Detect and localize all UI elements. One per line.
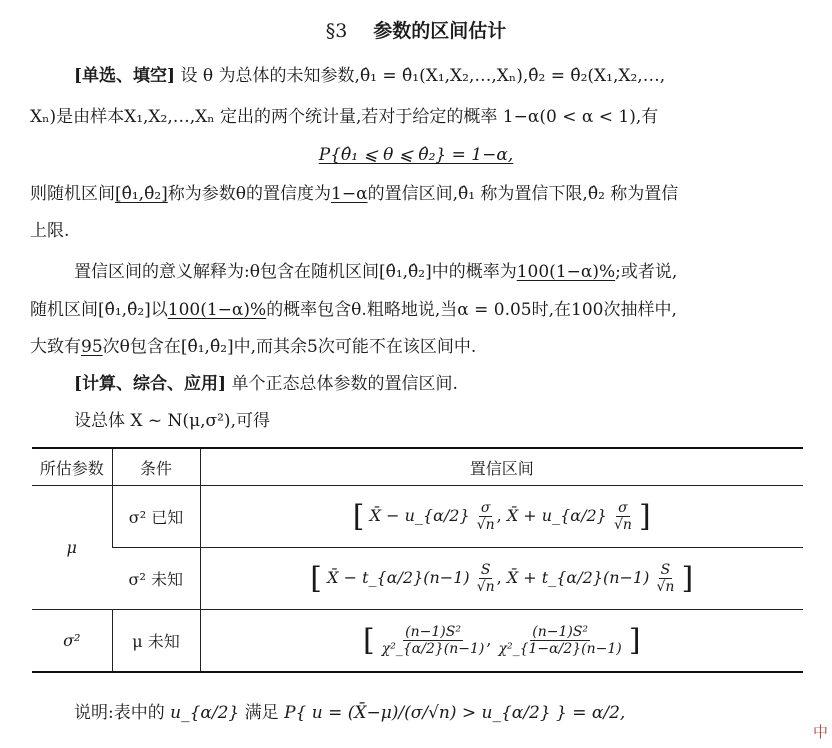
blank-confidence: 1−α (331, 184, 368, 204)
para3-line2: 设总体 X ~ N(μ,σ²),可得 (74, 411, 270, 431)
section-heading: 参数的区间估计 (373, 20, 507, 42)
ci1-num-dup: σ (618, 500, 628, 516)
blank-interval: [θ̂₁,θ̂₂] (115, 184, 168, 204)
para2-line3: 大致有95次θ包含在[θ̂₁,θ̂₂]中,而其余5次可能不在该区间中. (30, 337, 477, 357)
tag-single-fill: [单选、填空] (74, 66, 176, 86)
ci2-den-dup: √n (656, 579, 675, 595)
ci1-den-dup: √n (613, 517, 632, 533)
confidence-formula: P{θ̂₁ ⩽ θ ⩽ θ̂₂} = 1−α, (318, 145, 514, 165)
para1-line1-text: 设 θ 为总体的未知参数,θ̂₁ = θ̂₁(X₁,X₂,…,Xₙ),θ̂₂ = θ̂₂(X₁,X₂,…, (180, 66, 666, 86)
blank-count: 95 (81, 337, 103, 357)
tag-compute-apply: [计算、综合、应用] (74, 374, 227, 394)
header-param: 所估参数 (32, 448, 112, 486)
section-title (0, 16, 832, 43)
ci3-num-dup: (n−1)S² (532, 623, 589, 640)
corner-mark: 中 (812, 723, 828, 741)
ci2-num-dup: S (660, 562, 671, 578)
table-row (32, 610, 803, 672)
para2-line1: 置信区间的意义解释为:θ包含在随机区间[θ̂₁,θ̂₂]中的概率为100(1−α)%;或者说, (74, 262, 678, 282)
ci-sigma-mu-unknown: [ $\frac{\text{(n−1)S²}}{\text{χ²\_\{α/2\}(n−1)}}$ , $\frac{\text{(n−1)S²}}{\text{χ²\_\{1−α/2\}(n−1)}}$ ] (200, 610, 803, 672)
header-interval: 置信区间 (200, 448, 803, 486)
header-condition: 条件 (112, 448, 200, 486)
para3-line1: [计算、综合、应用] 单个正态总体参数的置信区间. (74, 374, 458, 394)
cond-sigma-unknown: σ² 未知 (112, 548, 200, 610)
para1-line2: Xₙ)是由样本X₁,X₂,…,Xₙ 定出的两个统计量,若对于给定的概率 1−α(0 < α < 1),有 (30, 107, 659, 127)
cond-mu-unknown: μ 未知 (112, 610, 200, 672)
para1-line3: 则随机区间[θ̂₁,θ̂₂]称为参数θ的置信度为1−α的置信区间,θ̂₁ 称为置信下限,θ̂₂ 称为置信 (30, 184, 679, 204)
blank-probability-2: 100(1−α)% (167, 300, 267, 320)
param-sigma-squared: σ² (32, 610, 112, 672)
ci-mu-sigma-known: [ X̄ − u_{α/2} $\frac{\sigma}{√n}$ , X̄ + u_{α/2} $\frac{\sigma}{√n}$ ] (200, 486, 803, 548)
blank-probability-1: 100(1−α)% (516, 262, 616, 282)
para2-line2: 随机区间[θ̂₁,θ̂₂]以100(1−α)%的概率包含θ.粗略地说,当α = 0.05时,在100次抽样中, (30, 300, 677, 320)
table-header-row (32, 448, 803, 486)
confidence-interval-table (32, 447, 803, 673)
ci-mu-sigma-unknown: [ X̄ − t_{α/2}(n−1) $\frac{S}{√n}$ , X̄ + t_{α/2}(n−1) $\frac{S}{√n}$ ] (200, 548, 803, 610)
param-mu: μ (32, 486, 112, 610)
cond-sigma-known: σ² 已知 (112, 486, 200, 548)
table-note: 说明:表中的 u_{α/2} 满足 P{ u = (X̄−μ)/(σ/√n) > u_{α/2} } = α/2, (74, 703, 626, 723)
para1-line4: 上限. (30, 221, 70, 241)
table-row (32, 548, 803, 610)
table-row (32, 486, 803, 548)
para1-line1 (74, 66, 665, 86)
section-number: §3 (325, 20, 348, 42)
